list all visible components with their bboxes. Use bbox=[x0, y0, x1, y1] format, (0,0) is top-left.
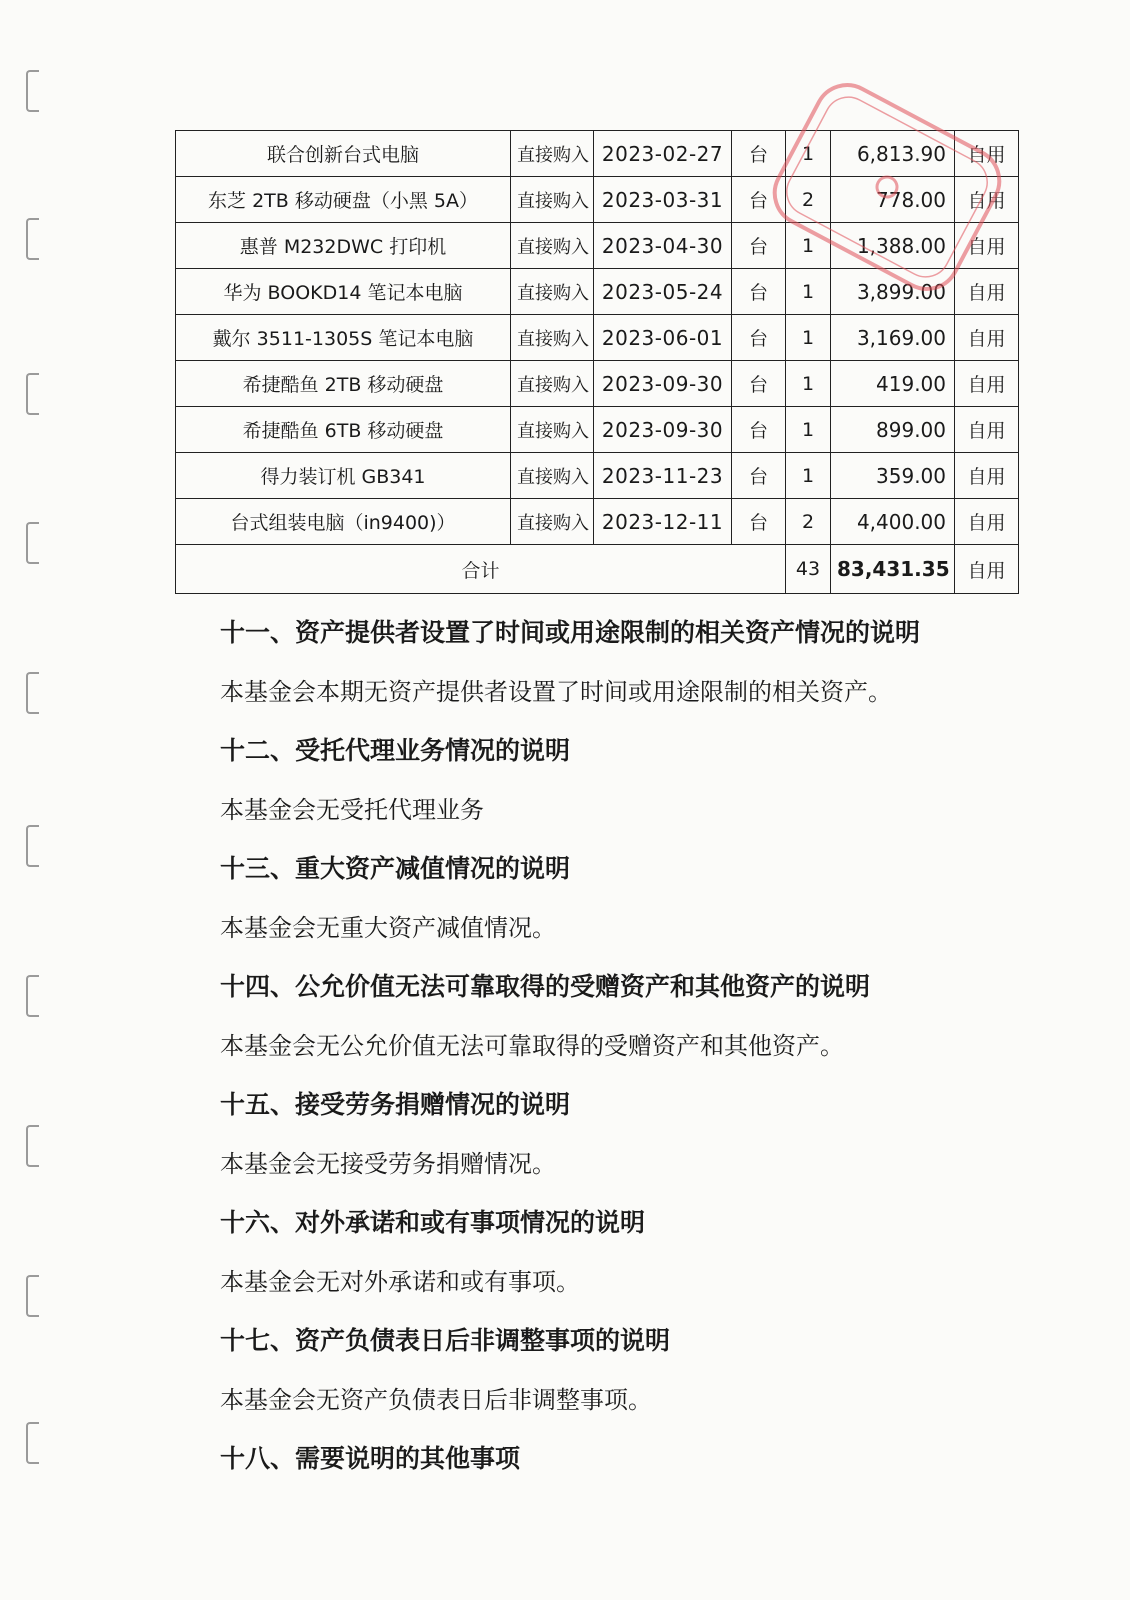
amount: 3,169.00 bbox=[831, 315, 955, 361]
asset-name: 东芝 2TB 移动硬盘（小黑 5A） bbox=[176, 177, 511, 223]
amount: 419.00 bbox=[831, 361, 955, 407]
acquisition-date: 2023-06-01 bbox=[594, 315, 732, 361]
unit: 台 bbox=[732, 177, 786, 223]
quantity: 2 bbox=[786, 499, 831, 545]
section-body-14: 本基金会无公允价值无法可靠取得的受赠资产和其他资产。 bbox=[220, 1032, 844, 1060]
table-row bbox=[176, 407, 1019, 453]
fixed-asset-table bbox=[175, 130, 1019, 594]
unit: 台 bbox=[732, 131, 786, 177]
usage: 自用 bbox=[955, 407, 1019, 453]
acquisition-date: 2023-02-27 bbox=[594, 131, 732, 177]
acquisition-method: 直接购入 bbox=[511, 361, 594, 407]
asset-name: 希捷酷鱼 6TB 移动硬盘 bbox=[176, 407, 511, 453]
binder-hole bbox=[26, 218, 39, 260]
section-heading-13: 十三、重大资产减值情况的说明 bbox=[220, 854, 571, 883]
unit: 台 bbox=[732, 361, 786, 407]
asset-name: 联合创新台式电脑 bbox=[176, 131, 511, 177]
asset-name: 惠普 M232DWC 打印机 bbox=[176, 223, 511, 269]
section-body-11: 本基金会本期无资产提供者设置了时间或用途限制的相关资产。 bbox=[220, 678, 892, 706]
binder-hole bbox=[26, 975, 39, 1017]
binder-hole bbox=[26, 672, 39, 714]
section-body-12: 本基金会无受托代理业务 bbox=[220, 796, 484, 824]
acquisition-method: 直接购入 bbox=[511, 269, 594, 315]
table-row bbox=[176, 131, 1019, 177]
table-row bbox=[176, 269, 1019, 315]
amount: 3,899.00 bbox=[831, 269, 955, 315]
total-amount: 83,431.35 bbox=[831, 545, 955, 594]
unit: 台 bbox=[732, 269, 786, 315]
acquisition-method: 直接购入 bbox=[511, 315, 594, 361]
acquisition-date: 2023-09-30 bbox=[594, 407, 732, 453]
amount: 359.00 bbox=[831, 453, 955, 499]
acquisition-method: 直接购入 bbox=[511, 499, 594, 545]
usage: 自用 bbox=[955, 269, 1019, 315]
amount: 899.00 bbox=[831, 407, 955, 453]
table-row bbox=[176, 453, 1019, 499]
acquisition-method: 直接购入 bbox=[511, 407, 594, 453]
acquisition-method: 直接购入 bbox=[511, 177, 594, 223]
usage: 自用 bbox=[955, 131, 1019, 177]
usage: 自用 bbox=[955, 499, 1019, 545]
section-body-13: 本基金会无重大资产减值情况。 bbox=[220, 914, 556, 942]
quantity: 1 bbox=[786, 453, 831, 499]
table-row bbox=[176, 361, 1019, 407]
usage: 自用 bbox=[955, 223, 1019, 269]
table-row bbox=[176, 177, 1019, 223]
binder-hole bbox=[26, 1275, 39, 1317]
acquisition-method: 直接购入 bbox=[511, 453, 594, 499]
acquisition-method: 直接购入 bbox=[511, 223, 594, 269]
acquisition-date: 2023-11-23 bbox=[594, 453, 732, 499]
amount: 778.00 bbox=[831, 177, 955, 223]
quantity: 1 bbox=[786, 269, 831, 315]
asset-name: 戴尔 3511-1305S 笔记本电脑 bbox=[176, 315, 511, 361]
total-quantity: 43 bbox=[786, 545, 831, 594]
acquisition-date: 2023-03-31 bbox=[594, 177, 732, 223]
quantity: 1 bbox=[786, 315, 831, 361]
table-total-row bbox=[176, 545, 1019, 594]
asset-name: 台式组装电脑（in9400)） bbox=[176, 499, 511, 545]
unit: 台 bbox=[732, 499, 786, 545]
usage: 自用 bbox=[955, 315, 1019, 361]
quantity: 2 bbox=[786, 177, 831, 223]
binder-hole bbox=[26, 825, 39, 867]
section-heading-11: 十一、资产提供者设置了时间或用途限制的相关资产情况的说明 bbox=[220, 618, 921, 647]
total-label: 合计 bbox=[176, 545, 786, 594]
unit: 台 bbox=[732, 315, 786, 361]
section-body-17: 本基金会无资产负债表日后非调整事项。 bbox=[220, 1386, 652, 1414]
section-heading-12: 十二、受托代理业务情况的说明 bbox=[220, 736, 571, 765]
amount: 4,400.00 bbox=[831, 499, 955, 545]
quantity: 1 bbox=[786, 223, 831, 269]
unit: 台 bbox=[732, 407, 786, 453]
binder-hole bbox=[26, 70, 39, 112]
section-heading-15: 十五、接受劳务捐赠情况的说明 bbox=[220, 1090, 571, 1119]
usage: 自用 bbox=[955, 453, 1019, 499]
acquisition-date: 2023-09-30 bbox=[594, 361, 732, 407]
usage: 自用 bbox=[955, 361, 1019, 407]
quantity: 1 bbox=[786, 407, 831, 453]
asset-name: 希捷酷鱼 2TB 移动硬盘 bbox=[176, 361, 511, 407]
table-row bbox=[176, 223, 1019, 269]
table-row bbox=[176, 499, 1019, 545]
acquisition-date: 2023-05-24 bbox=[594, 269, 732, 315]
quantity: 1 bbox=[786, 361, 831, 407]
acquisition-date: 2023-12-11 bbox=[594, 499, 732, 545]
section-heading-14: 十四、公允价值无法可靠取得的受赠资产和其他资产的说明 bbox=[220, 972, 871, 1001]
quantity: 1 bbox=[786, 131, 831, 177]
acquisition-date: 2023-04-30 bbox=[594, 223, 732, 269]
amount: 1,388.00 bbox=[831, 223, 955, 269]
notes-sections bbox=[220, 612, 1020, 1497]
asset-name: 华为 BOOKD14 笔记本电脑 bbox=[176, 269, 511, 315]
section-heading-17: 十七、资产负债表日后非调整事项的说明 bbox=[220, 1326, 671, 1355]
table-row bbox=[176, 315, 1019, 361]
section-body-15: 本基金会无接受劳务捐赠情况。 bbox=[220, 1150, 556, 1178]
unit: 台 bbox=[732, 453, 786, 499]
binder-hole bbox=[26, 373, 39, 415]
binder-holes bbox=[0, 0, 60, 1600]
section-heading-16: 十六、对外承诺和或有事项情况的说明 bbox=[220, 1208, 646, 1237]
section-heading-18: 十八、需要说明的其他事项 bbox=[220, 1444, 521, 1473]
acquisition-method: 直接购入 bbox=[511, 131, 594, 177]
binder-hole bbox=[26, 1125, 39, 1167]
binder-hole bbox=[26, 1422, 39, 1464]
amount: 6,813.90 bbox=[831, 131, 955, 177]
asset-name: 得力装订机 GB341 bbox=[176, 453, 511, 499]
section-body-16: 本基金会无对外承诺和或有事项。 bbox=[220, 1268, 580, 1296]
usage: 自用 bbox=[955, 177, 1019, 223]
binder-hole bbox=[26, 522, 39, 564]
total-usage: 自用 bbox=[955, 545, 1019, 594]
unit: 台 bbox=[732, 223, 786, 269]
